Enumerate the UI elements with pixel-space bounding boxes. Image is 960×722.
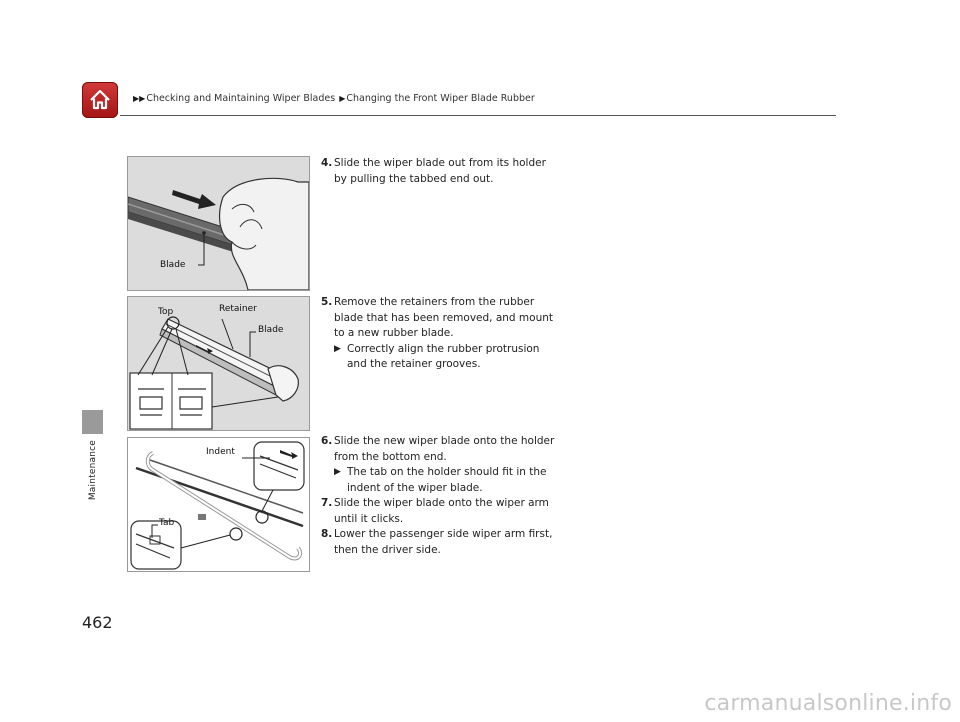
callout-blade-label: Blade [258, 325, 284, 335]
breadcrumb-arrow-icon: ▶▶ [133, 94, 146, 103]
step-8 [321, 527, 561, 558]
wiper-blade-illustration [128, 157, 309, 290]
step-list-6-8 [321, 434, 561, 558]
step-6-note [321, 465, 561, 496]
watermark: carmanualsonline.info [704, 691, 952, 716]
step-number: 5. [321, 296, 333, 308]
step-number: 8. [321, 528, 333, 540]
install-illustration [128, 438, 309, 571]
step-text: Remove the retainers from the rubber blade that has been removed, and mount to a new rubber blade. [334, 296, 553, 339]
step-list-5 [321, 295, 561, 373]
step-number: 6. [321, 435, 333, 447]
breadcrumb-item[interactable]: Changing the Front Wiper Blade Rubber [346, 93, 535, 104]
note-arrow-icon: ▶ [334, 467, 341, 477]
step-5-note [321, 342, 561, 373]
breadcrumb-item[interactable]: Checking and Maintaining Wiper Blades [146, 93, 336, 104]
step-list-4 [321, 156, 561, 187]
note-text: Correctly align the rubber protrusion and the retainer grooves. [347, 342, 540, 370]
step-6 [321, 434, 561, 465]
section-tab-marker [82, 410, 103, 434]
step-text: Lower the passenger side wiper arm first, then the driver side. [334, 528, 553, 556]
breadcrumb [132, 93, 535, 104]
step-7 [321, 496, 561, 527]
step-4 [321, 156, 561, 187]
figure-install-blade [127, 437, 310, 572]
step-text: Slide the new wiper blade onto the holder from the bottom end. [334, 435, 555, 463]
home-icon [88, 88, 112, 112]
callout-retainer-label: Retainer [219, 304, 257, 314]
figure-retainers [127, 296, 310, 431]
step-text: Slide the wiper blade onto the wiper arm until it clicks. [334, 497, 549, 525]
step-number: 7. [321, 497, 333, 509]
section-tab-label: Maintenance [88, 440, 98, 501]
breadcrumb-arrow-icon: ▶ [339, 94, 346, 103]
step-5 [321, 295, 561, 342]
figure-remove-blade [127, 156, 310, 291]
callout-indent-label: Indent [206, 447, 235, 457]
step-text: Slide the wiper blade out from its holder by pulling the tabbed end out. [334, 157, 546, 185]
note-arrow-icon: ▶ [334, 343, 341, 354]
callout-tab-label: Tab [159, 518, 175, 528]
header-divider [120, 115, 836, 116]
home-button[interactable] [82, 82, 118, 118]
callout-top-label: Top [158, 307, 174, 317]
page-number: 462 [82, 613, 113, 632]
step-number: 4. [321, 157, 333, 169]
callout-blade-label: Blade [160, 260, 186, 270]
retainer-illustration [128, 297, 309, 430]
note-text: The tab on the holder should fit in the indent of the wiper blade. [347, 466, 547, 494]
